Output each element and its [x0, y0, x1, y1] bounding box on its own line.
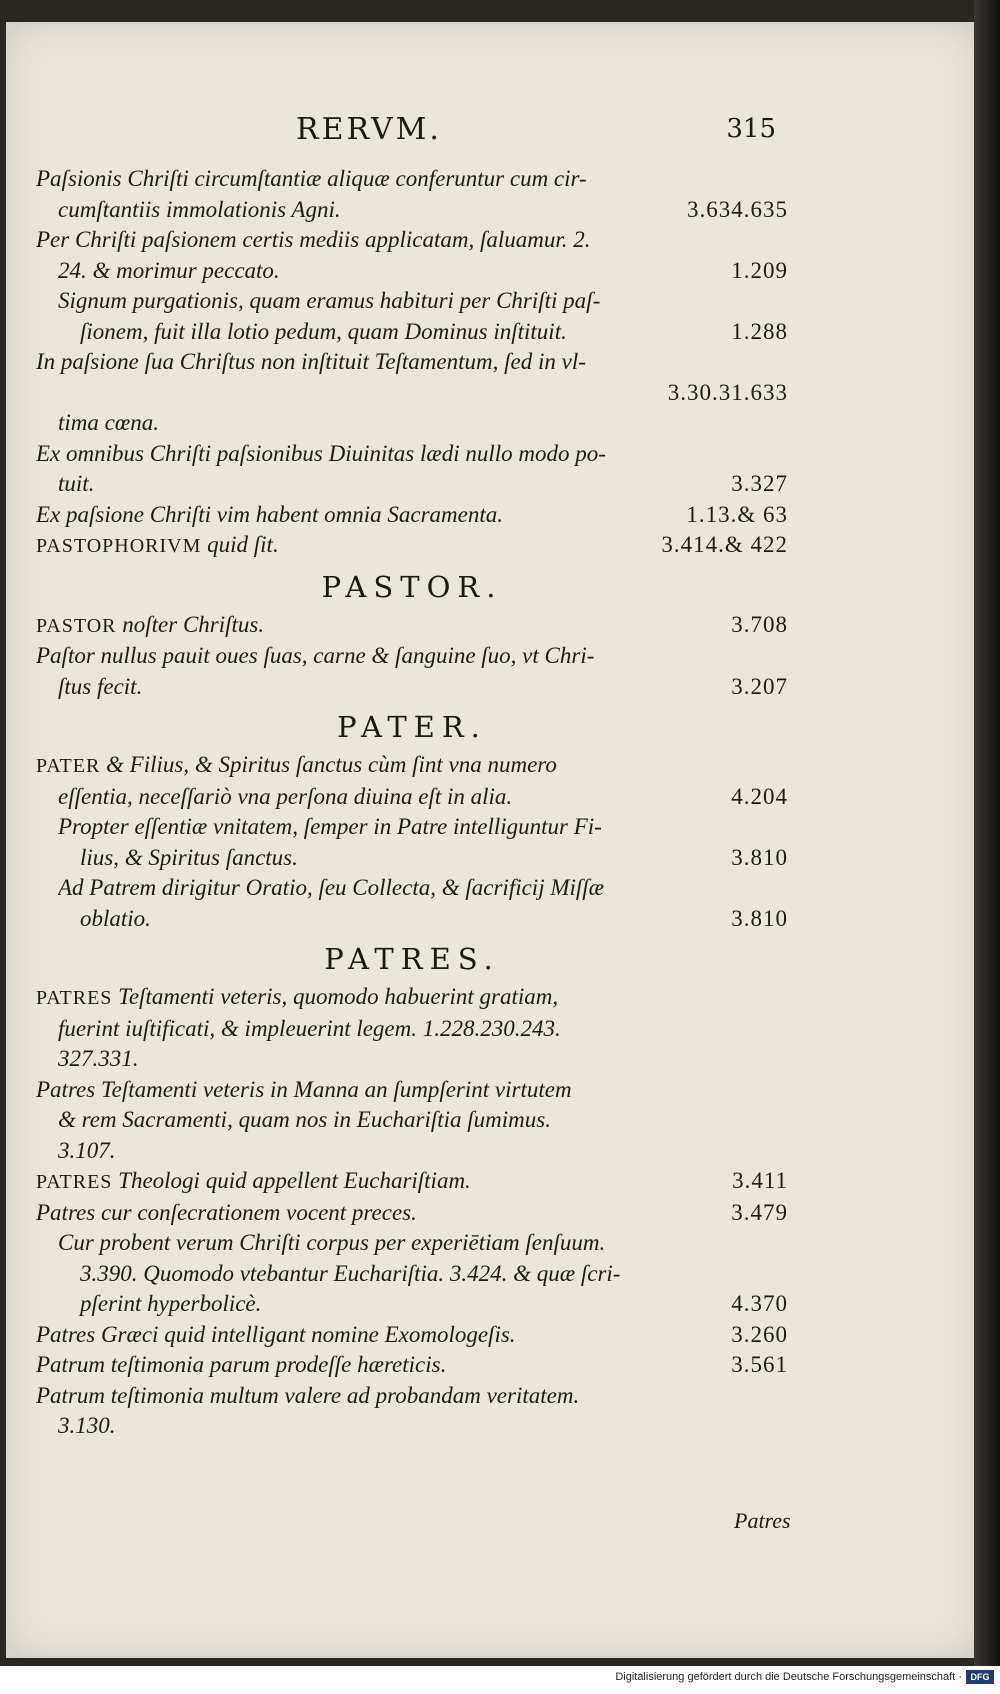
entry-text: Patres Teſtamenti veteris in Manna an ſumpſerint virtutem	[36, 1076, 572, 1102]
entry-line	[36, 1350, 788, 1381]
entry-line	[36, 530, 788, 562]
page-reference: 3.411	[732, 1168, 788, 1193]
entry-text: Paſsionis Chriſti circumſtantiæ aliquæ conferuntur cum cir-	[36, 166, 587, 191]
index-entry	[36, 225, 788, 286]
page-header	[296, 112, 776, 152]
entry-line	[58, 317, 788, 348]
entry-text: & Filius, & Spiritus ſanctus cùm ſint vna numero	[100, 752, 557, 777]
page-reference: 3.479	[731, 1199, 788, 1225]
entry-line	[36, 1166, 788, 1198]
index-entry	[36, 286, 788, 347]
entry-text: Per Chriſti paſsionem certis mediis applicatam, ſaluamur. 2.	[36, 227, 591, 252]
entry-line	[36, 1198, 788, 1229]
page-reference: 3.207	[731, 673, 788, 699]
catchword: Patres	[734, 1508, 791, 1533]
index-entry	[36, 439, 788, 500]
section-heading: PATER.	[337, 710, 487, 744]
page-reference: 3.708	[731, 611, 788, 637]
entry-line	[36, 439, 788, 470]
index-entry	[36, 500, 788, 531]
entry-text: Propter eſſentiæ vnitatem, ſemper in Patre intelliguntur Fi-	[58, 814, 602, 839]
entry-line	[36, 469, 788, 500]
entry-text: Patres cur conſecrationem vocent preces.	[36, 1199, 417, 1225]
page-reference: 4.370	[731, 1291, 788, 1316]
page-reference: 3.634.635	[687, 196, 788, 222]
entry-line	[36, 982, 788, 1014]
entry-text: Patres Græci quid intelligant nomine Exomologeſis.	[36, 1321, 516, 1347]
entry-line	[36, 1411, 788, 1442]
entry-text: cumſtantiis immolationis Agni.	[58, 196, 341, 222]
entry-text: Ad Patrem dirigitur Oratio, ſeu Collecta, & ſacrificij Miſſæ	[58, 875, 605, 900]
entry-line	[36, 1381, 788, 1412]
page-reference: 3.260	[731, 1321, 788, 1347]
entry-line	[36, 500, 788, 531]
entry-line	[58, 812, 788, 843]
page-reference: 3.30.31.633	[667, 379, 788, 405]
entry-lead-word: PATRES	[36, 1171, 113, 1193]
entry-lead-word: PASTOR	[36, 614, 117, 637]
page-reference: 3.810	[731, 844, 788, 870]
page-reference: 1.288	[731, 318, 788, 344]
page-reference: 4.204	[731, 783, 788, 809]
index-entry	[36, 1320, 788, 1351]
entry-line	[36, 378, 788, 409]
entry-line	[36, 164, 788, 195]
entry-text: & rem Sacramenti, quam nos in Euchariſtia ſumimus.	[58, 1107, 551, 1132]
index-entry	[36, 1228, 788, 1320]
entry-text: Paſtor nullus pauit oues ſuas, carne & ſanguine ſuo, vt Chri-	[36, 643, 595, 668]
entry-text: 3.107.	[58, 1137, 116, 1163]
entry-line	[58, 1228, 788, 1259]
entry-line	[58, 904, 788, 935]
entry-line	[36, 256, 788, 287]
page-reference: 3.327	[731, 471, 788, 496]
entry-text: 327.331.	[58, 1046, 139, 1071]
entry-lead-word: PATER	[36, 755, 101, 777]
entry-text: tuit.	[58, 471, 95, 496]
entry-line	[36, 347, 788, 378]
entry-text: Teſtamenti veteris, quomodo habuerint gratiam,	[112, 984, 559, 1009]
index-entry	[36, 641, 788, 702]
entry-line	[36, 408, 788, 439]
index-entry	[36, 164, 788, 225]
entry-text: pſerint hyperbolicè.	[80, 1291, 262, 1316]
entry-line	[58, 873, 788, 904]
dfg-logo: DFG	[966, 1670, 994, 1684]
entry-text: lius, & Spiritus ſanctus.	[80, 844, 298, 870]
index-entry	[36, 982, 788, 1075]
entry-line	[36, 225, 788, 256]
entry-line	[36, 1014, 788, 1045]
entry-text: Cur probent verum Chriſti corpus per experiētiam ſenſuum.	[58, 1230, 606, 1255]
page-reference: 3.414.& 422	[661, 532, 788, 557]
entry-text: ſtus fecit.	[58, 673, 143, 699]
entry-line	[36, 672, 788, 703]
entry-text: In paſsione ſua Chriſtus non inſtituit Teſtamentum, ſed in vl-	[36, 349, 586, 374]
index-entry	[36, 530, 788, 562]
entry-line	[58, 843, 788, 874]
index-entry	[36, 1198, 788, 1229]
entry-text: oblatio.	[80, 905, 151, 931]
entry-line	[36, 782, 788, 813]
page-reference: 1.13.& 63	[686, 501, 788, 527]
digitization-footer	[0, 1666, 1000, 1694]
page-reference: 1.209	[731, 257, 788, 283]
index-entry	[36, 812, 788, 873]
entry-line	[36, 1075, 788, 1106]
page-reference: 3.561	[731, 1352, 788, 1377]
entry-text: fuerint iuſtificati, & impleuerint legem. 1.228.230.243.	[58, 1015, 561, 1041]
entry-text: Signum purgationis, quam eramus habituri per Chriſti paſ-	[58, 288, 601, 313]
page-reference: 3.810	[731, 905, 788, 931]
index-entry	[36, 1166, 788, 1198]
entry-line	[36, 610, 788, 642]
entry-text: 3.130.	[58, 1413, 116, 1438]
entry-line	[36, 1136, 788, 1167]
index-entry	[36, 873, 788, 934]
entry-text: quid ſit.	[201, 532, 279, 557]
entry-text: tima cœna.	[58, 410, 159, 435]
section-heading: PASTOR.	[321, 569, 503, 604]
entry-line	[36, 750, 788, 782]
entry-line	[36, 1105, 788, 1136]
entry-text: ſionem, fuit illa lotio pedum, quam Dominus inſtituit.	[80, 318, 567, 344]
section-heading: PATRES.	[324, 942, 500, 976]
entry-line	[36, 1320, 788, 1351]
book-page	[6, 22, 978, 1658]
index-entries	[36, 164, 788, 1442]
scan-edge	[974, 0, 1000, 1694]
index-entry	[36, 1075, 788, 1167]
entry-line	[36, 641, 788, 672]
page-number: 315	[726, 114, 776, 144]
entry-text: Ex omnibus Chriſti paſsionibus Diuinitas lædi nullo modo po-	[36, 440, 606, 466]
entry-text: noſter Chriſtus.	[116, 611, 265, 637]
entry-text: Theologi quid appellent Euchariſtiam.	[112, 1168, 471, 1193]
index-entry	[36, 610, 788, 642]
index-entry	[36, 1350, 788, 1381]
footer-credit: Digitalisierung gefördert durch die Deutsche Forschungsgemeinschaft ·	[615, 1671, 962, 1683]
entry-line	[58, 286, 788, 317]
entry-lead-word: PATRES	[36, 987, 113, 1009]
index-entry	[36, 347, 788, 439]
entry-line	[58, 1289, 788, 1320]
entry-line	[58, 1259, 788, 1290]
entry-line	[36, 1044, 788, 1075]
index-entry	[36, 1381, 788, 1442]
entry-text: 24. & morimur peccato.	[58, 257, 280, 283]
entry-text: Patrum teſtimonia multum valere ad probandam veritatem.	[36, 1382, 580, 1408]
entry-text: 3.390. Quomodo vtebantur Euchariſtia. 3.424. & quæ ſcri-	[80, 1260, 621, 1286]
entry-lead-word: PASTOPHORIVM	[36, 535, 202, 557]
entry-text: eſſentia, neceſſariò vna perſona diuina eſt in alia.	[58, 783, 513, 809]
entry-text: Patrum teſtimonia parum prodeſſe hæreticis.	[36, 1352, 447, 1377]
index-entry	[36, 750, 788, 812]
entry-text: Ex paſsione Chriſti vim habent omnia Sacramenta.	[36, 501, 503, 527]
entry-line	[36, 195, 788, 226]
running-title: RERVM.	[296, 112, 442, 147]
